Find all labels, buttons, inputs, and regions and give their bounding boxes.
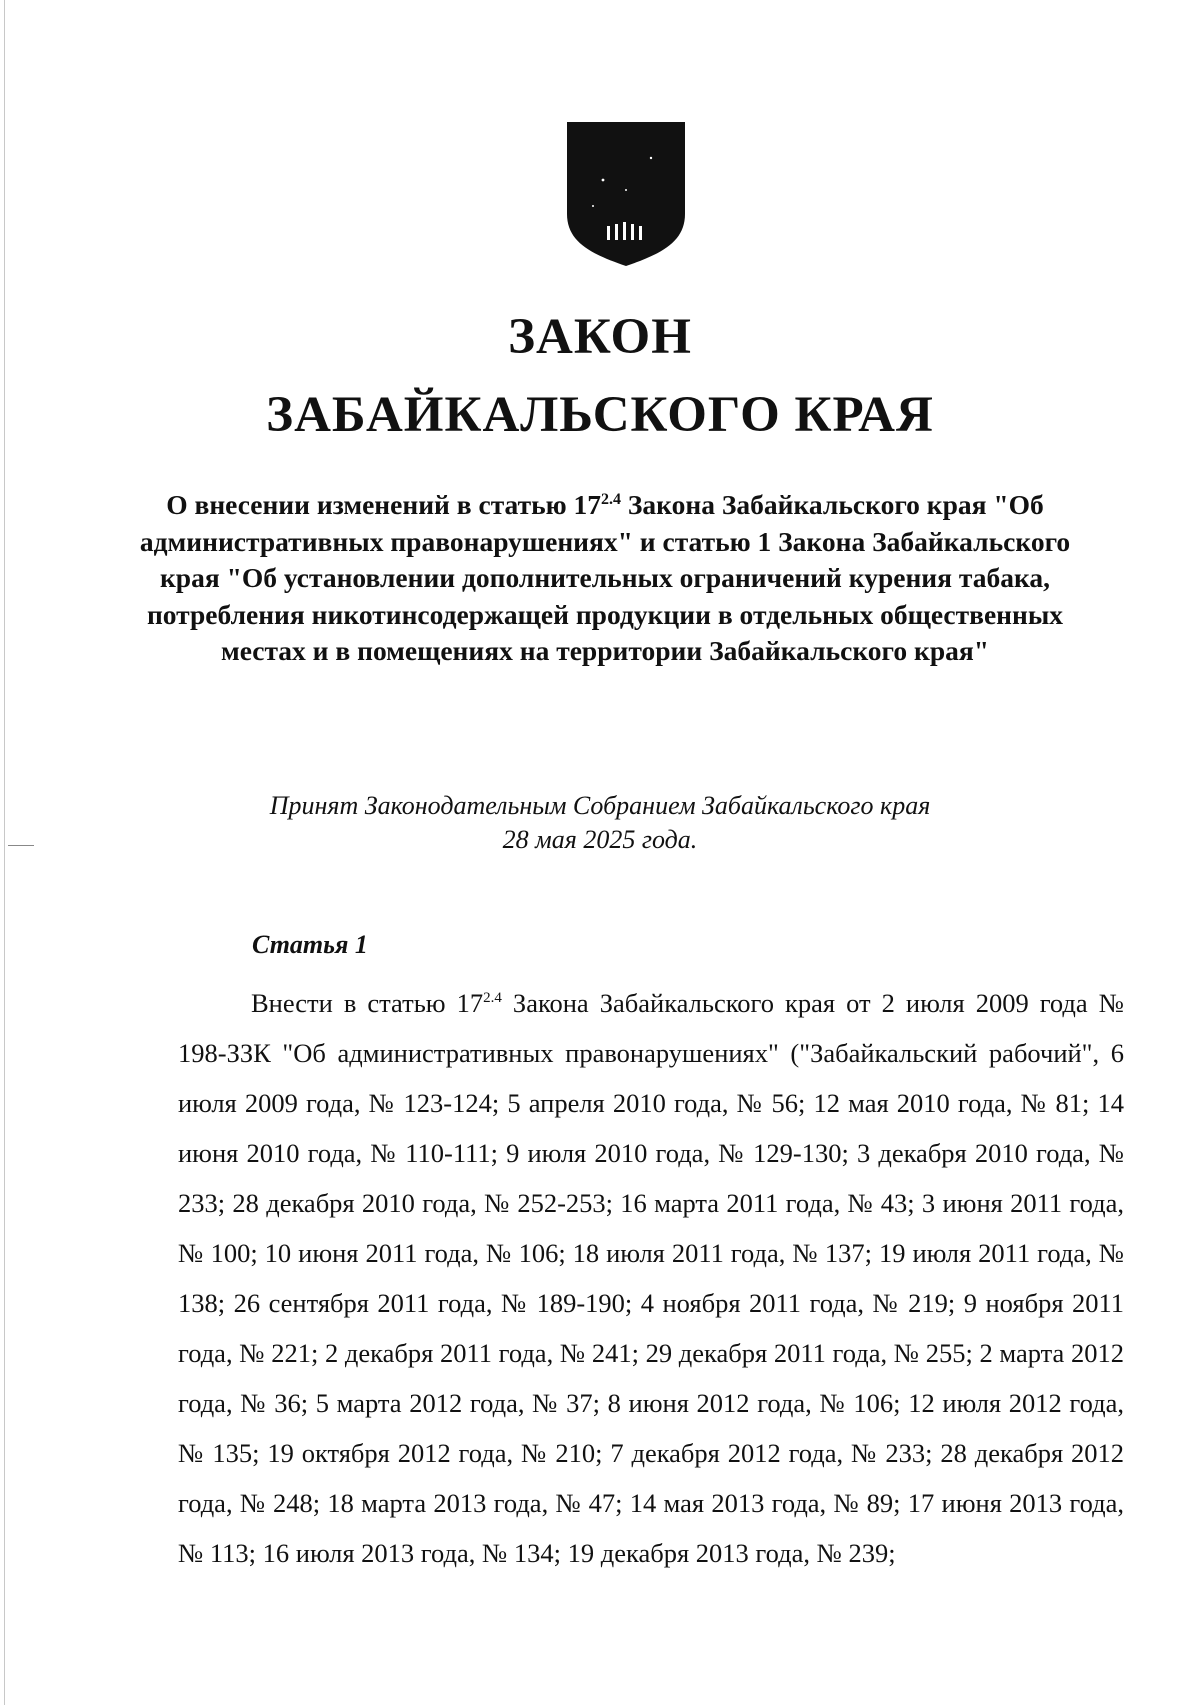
coat-of-arms-icon [563,118,689,268]
subtitle-text-start: О внесении изменений в статью 17 [166,489,602,520]
adoption-note [150,789,1050,857]
law-title: ЗАКОН [508,309,692,365]
law-subtitle [120,487,1090,670]
article-paragraph [178,978,1124,1578]
article-superscript: 2.4 [483,990,502,1007]
adoption-body: Принят Законодательным Собранием Забайкальского края [269,791,931,820]
scan-edge-line [4,0,5,1705]
scan-margin-mark [8,845,34,846]
article-text-start: Внести в статью 17 [251,988,484,1018]
subtitle-article-superscript: 2.4 [601,490,622,508]
adoption-date: 28 мая 2025 года. [502,825,698,854]
subtitle-text-end: Закона Забайкальского края "Об административных правонарушениях" и статью 1 Закона Забайкальского края "Об установлении дополнительных ограничений курения табака, потребления никотинсодержащей продукции в отдельных общественных местах и в помещениях на территории Забайкальского края" [139,489,1071,666]
article-heading: Статья 1 [252,930,368,959]
article-text-end: Закона Забайкальского края от 2 июля 2009 года № 198-ЗЗК "Об административных правонарушениях" ("Забайкальский рабочий", 6 июля 2009 года, № 123-124; 5 апреля 2010 года, № 56; 12 мая 2010 года, № 81; 14 июня 2010 года, № 110-111; 9 июля 2010 года, № 129-130; 3 декабря 2010 года, № 233; 28 декабря 2010 года, № 252-253; 16 марта 2011 года, № 43; 3 июня 2011 года, № 100; 10 июня 2011 года, № 106; 18 июля 2011 года, № 137; 19 июля 2011 года, № 138; 26 сентября 2011 года, № 189-190; 4 ноября 2011 года, № 219; 9 ноября 2011 года, № 221; 2 декабря 2011 года, № 241; 29 декабря 2011 года, № 255; 2 марта 2012 года, № 36; 5 марта 2012 года, № 37; 8 июня 2012 года, № 106; 12 июля 2012 года, № 135; 19 октября 2012 года, № 210; 7 декабря 2012 года, № 233; 28 декабря 2012 года, № 248; 18 марта 2013 года, № 47; 14 мая 2013 года, № 89; 17 июня 2013 года, № 113; 16 июля 2013 года, № 134; 19 декабря 2013 года, № 239; [178,988,1124,1568]
region-title: ЗАБАЙКАЛЬСКОГО КРАЯ [266,387,934,443]
